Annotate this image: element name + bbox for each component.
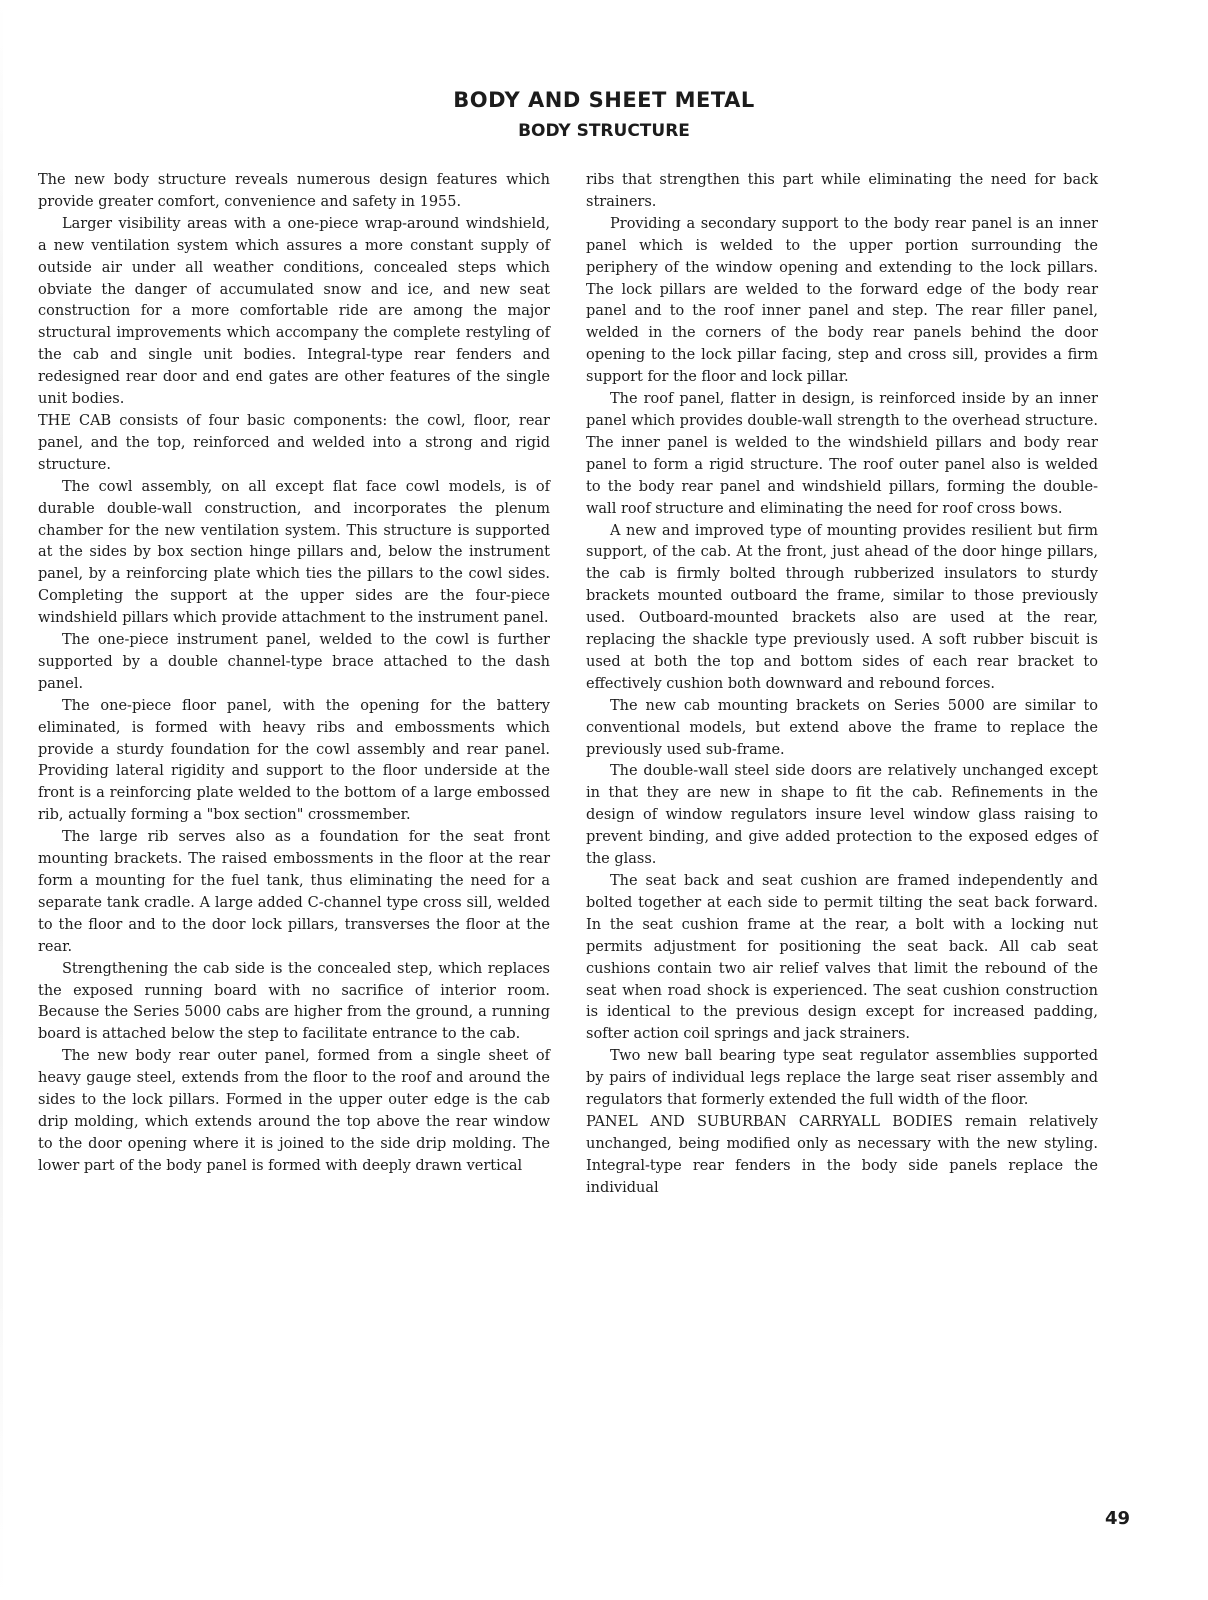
paragraph: The double-wall steel side doors are relatively unchanged except in that they are new in shape to fit the cab. Refinements in the design of window regulators insure level window glass raising to prevent binding, and give added protection to the exposed edges of the glass. — [586, 763, 1098, 868]
paragraph: The seat back and seat cushion are framed independently and bolted together at each side to permit tilting the seat back forward. In the seat cushion frame at the rear, a bolt with a locking nut permits adjustment for positioning the seat back. All cab seat cushions contain two air relief valves that limit the rebound of the seat when road shock is experienced. The seat cushion construction is identical to the previous design except for increased padding, softer action coil springs and jack strainers. — [586, 873, 1098, 1043]
paragraph: The one-piece floor panel, with the opening for the battery eliminated, is formed with heavy ribs and embossments which provide a sturdy foundation for the cowl assembly and rear panel. Providing lateral rigidity and support to the floor underside at the front is a reinforcing plate welded to the bottom of a large embossed rib, actually forming a "box section" crossmember. — [38, 697, 550, 824]
left-column — [38, 170, 550, 1178]
paragraph: Larger visibility areas with a one-piece wrap-around windshield, a new ventilation system which assures a more constant supply of outside air under all weather conditions, concealed steps which obviate the danger of accumulated snow and ice, and new seat construction for a more comfortable ride are among the major structural improvements which accompany the complete restyling of the cab and single unit bodies. Integral-type rear fenders and redesigned rear door and end gates are other features of the single unit bodies. — [38, 215, 550, 408]
paragraph: The one-piece instrument panel, welded to the cowl is further supported by a double channel-type brace attached to the dash panel. — [38, 632, 550, 692]
paragraph: The new cab mounting brackets on Series 5000 are similar to conventional models, but extend above the frame to replace the previously used sub-frame. — [586, 697, 1098, 758]
page-title: BODY AND SHEET METAL — [453, 88, 755, 112]
paragraph: PANEL AND SUBURBAN CARRYALL BODIES remain relatively unchanged, being modified only as necessary with the new styling. Integral-type rear fenders in the body side panels replace the individual — [586, 1113, 1098, 1196]
paragraph: The cowl assembly, on all except flat face cowl models, is of durable double-wall construction, and incorporates the plenum chamber for the new ventilation system. This structure is supported at the sides by box section hinge pillars and, below the instrument panel, by a reinforcing plate which ties the pillars to the cowl sides. Completing the support at the upper sides are the four-piece windshield pillars which provide attachment to the instrument panel. — [38, 478, 550, 627]
page-number: 49 — [1104, 1508, 1130, 1529]
scan-edge — [0, 0, 3, 1600]
paragraph: The large rib serves also as a foundation for the seat front mounting brackets. The raised embossments in the floor at the rear form a mounting for the fuel tank, thus eliminating the need for a separate tank cradle. A large added C-channel type cross sill, welded to the floor and to the door lock pillars, transverses the floor at the rear. — [38, 829, 550, 955]
paragraph: Two new ball bearing type seat regulator assemblies supported by pairs of individual legs replace the large seat riser assembly and regulators that formerly extended the full width of the floor. — [586, 1048, 1098, 1109]
paragraph: The new body rear outer panel, formed from a single sheet of heavy gauge steel, extends from the floor to the roof and around the sides to the lock pillars. Formed in the upper outer edge is the cab drip molding, which extends around the top above the rear window to the door opening where it is joined to the side drip molding. The lower part of the body panel is formed with deeply drawn vertical — [38, 1048, 550, 1174]
paragraph: A new and improved type of mounting provides resilient but firm support, of the cab. At the front, just ahead of the door hinge pillars, the cab is firmly bolted through rubberized insulators to sturdy brackets mounted outboard the frame, similar to those previously used. Outboard-mounted brackets also are used at the rear, replacing the shackle type previously used. A soft rubber biscuit is used at both the top and bottom sides of each rear bracket to effectively cushion both downward and rebound forces. — [586, 522, 1098, 692]
paragraph: The roof panel, flatter in design, is reinforced inside by an inner panel which provides double-wall strength to the overhead structure. The inner panel is welded to the windshield pillars and body rear panel to form a rigid structure. The roof outer panel also is welded to the body rear panel and windshield pillars, forming the double-wall roof structure and eliminating the need for roof cross bows. — [586, 391, 1098, 517]
right-column — [586, 170, 1098, 1200]
section-subtitle: BODY STRUCTURE — [518, 121, 690, 141]
paragraph: Providing a secondary support to the body rear panel is an inner panel which is welded to the upper portion surrounding the periphery of the window opening and extending to the lock pillars. The lock pillars are welded to the forward edge of the body rear panel and to the roof inner panel and step. The rear filler panel, welded in the corners of the body rear panels behind the door opening to the lock pillar facing, step and cross sill, provides a firm support for the floor and lock pillar. — [586, 215, 1098, 386]
paragraph: The new body structure reveals numerous design features which provide greater comfort, convenience and safety in 1955. — [38, 172, 550, 210]
paragraph: ribs that strengthen this part while eliminating the need for back strainers. — [586, 172, 1098, 210]
paragraph: Strengthening the cab side is the concealed step, which replaces the exposed running board with no sacrifice of interior room. Because the Series 5000 cabs are higher from the ground, a running board is attached below the step to facilitate entrance to the cab. — [38, 960, 550, 1043]
paragraph: THE CAB consists of four basic components: the cowl, floor, rear panel, and the top, reinforced and welded into a strong and rigid structure. — [38, 412, 550, 473]
